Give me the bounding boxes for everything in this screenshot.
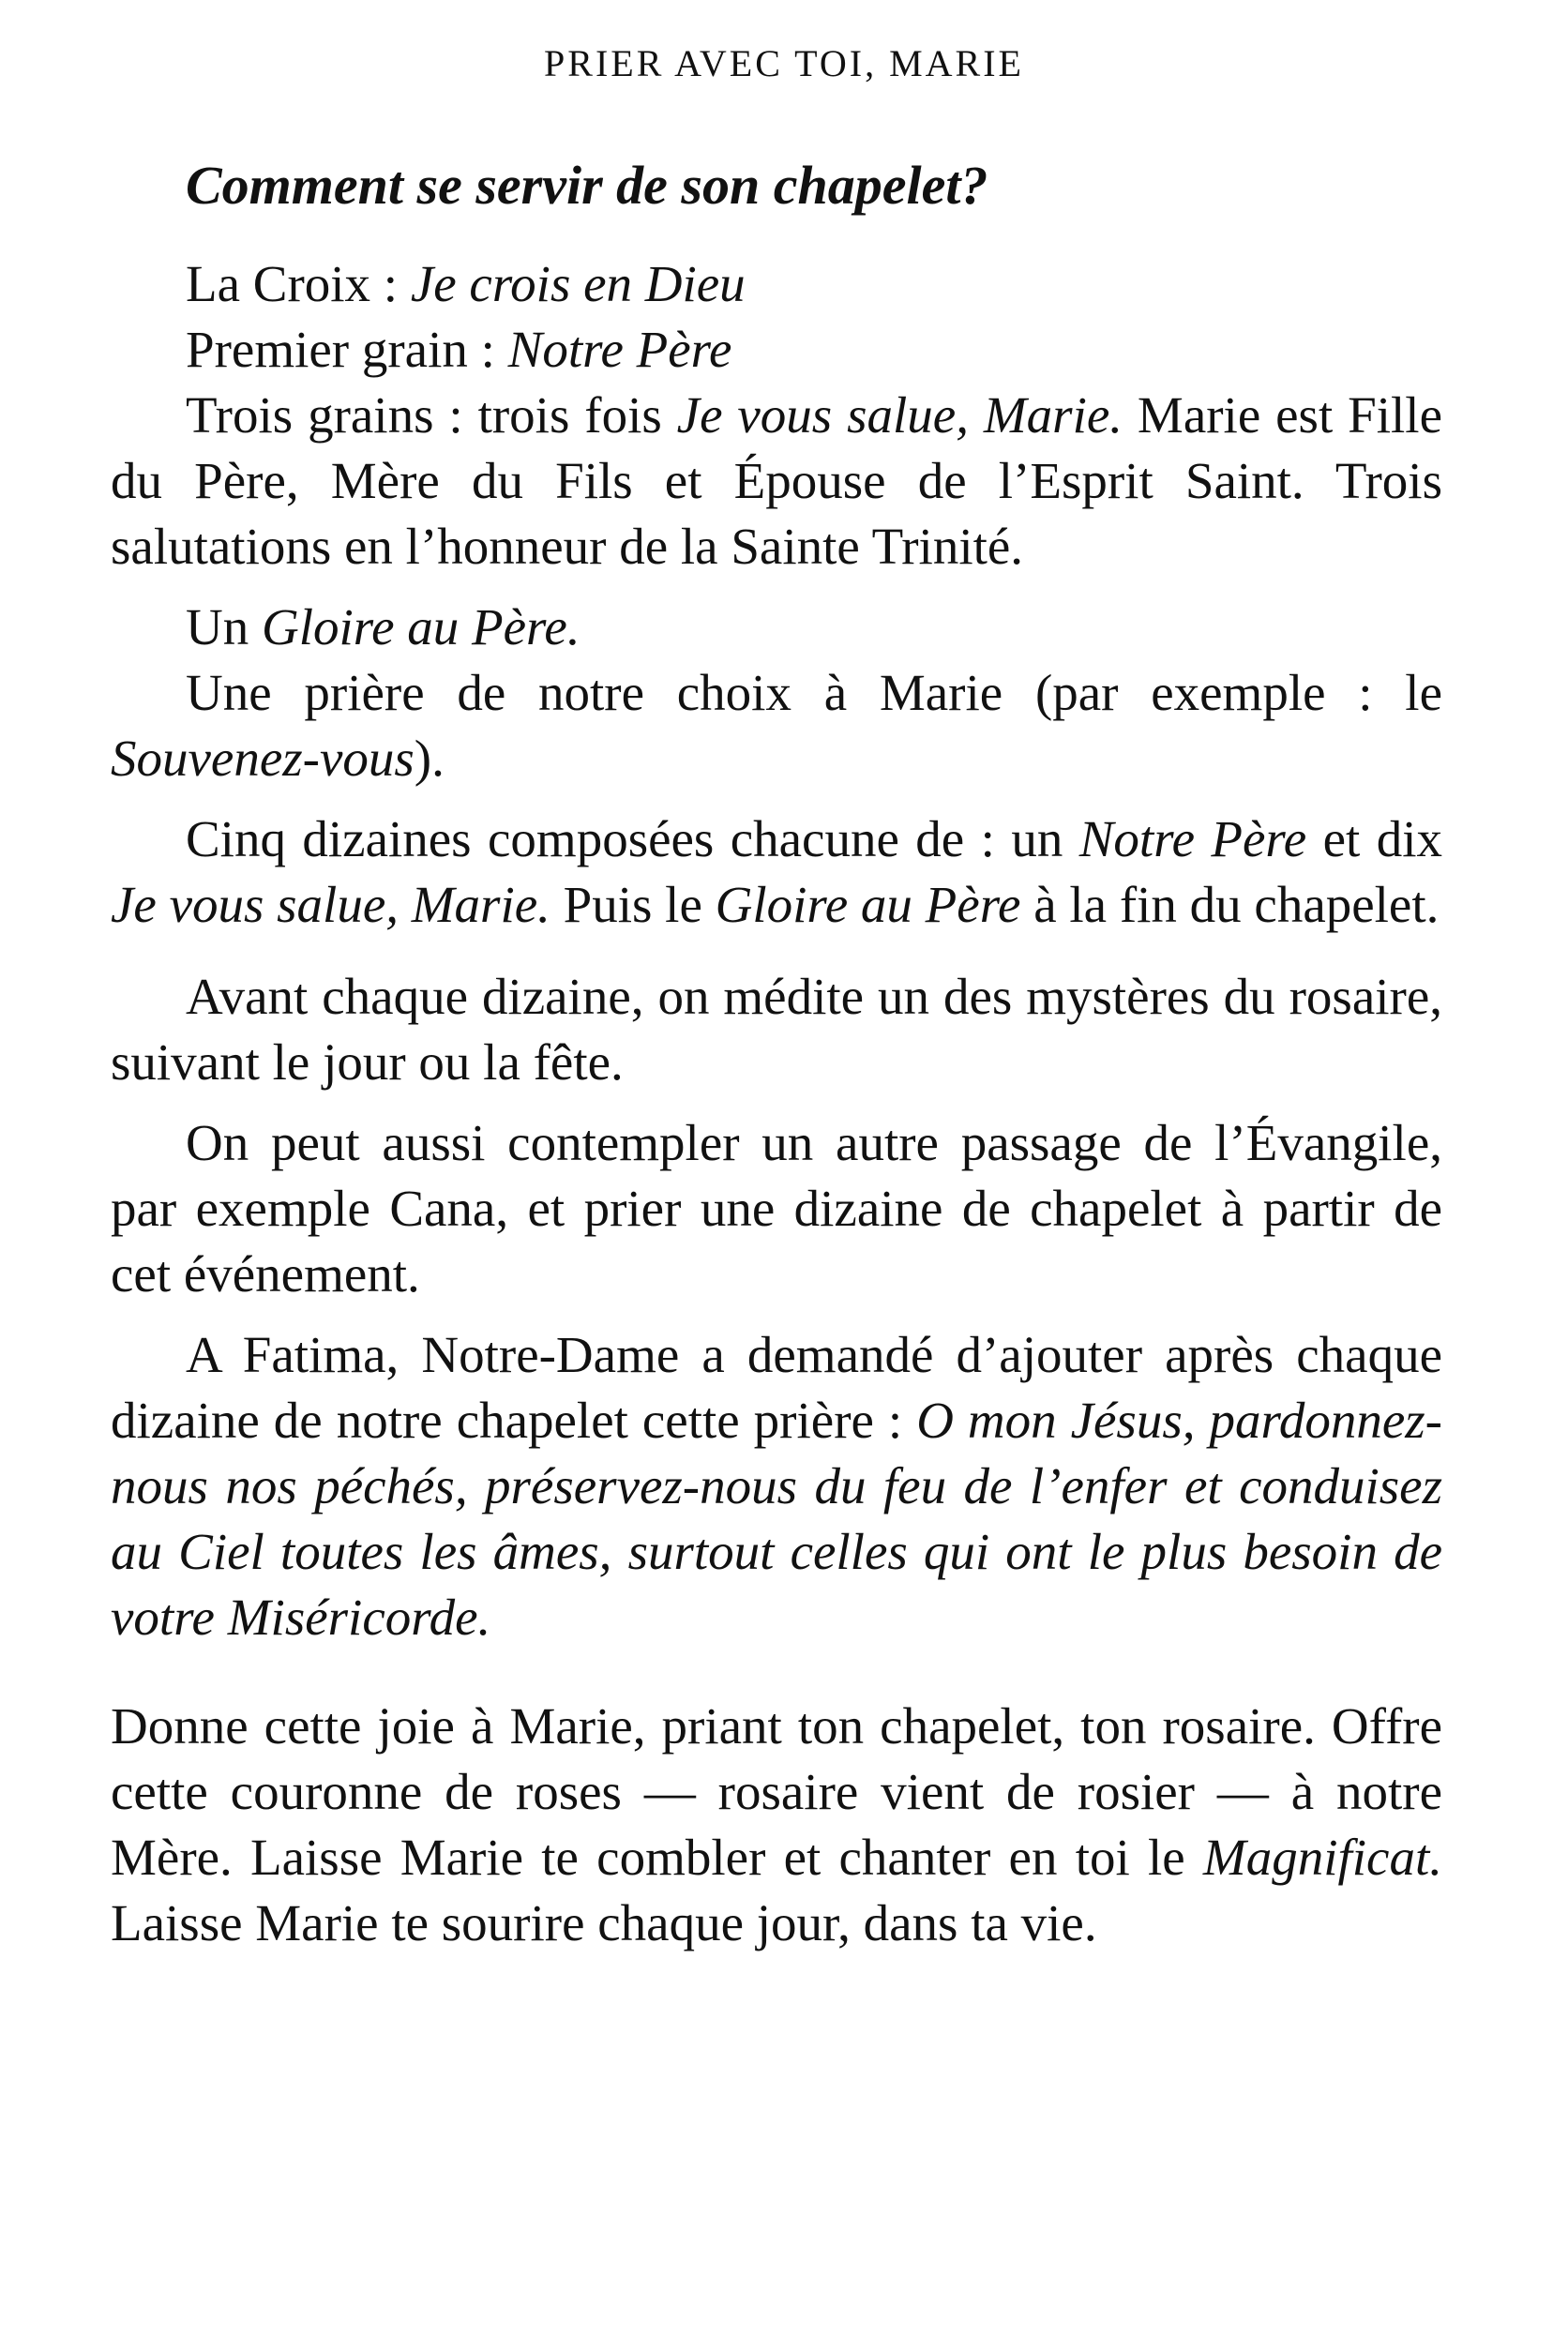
italic-run: O mon Jésus, pardonnez-nous nos péchés, préservez-nous du feu de l’enfer et conduisez au Ciel toutes les âmes, surtout celles qui ont le plus besoin de votre Miséricorde. — [111, 1392, 1442, 1646]
text-run: Une prière de notre choix à Marie (par exemple : le — [186, 664, 1442, 721]
running-head: PRIER AVEC TOI, MARIE — [544, 42, 1024, 84]
line-croix — [111, 251, 1442, 317]
section-title: Comment se servir de son chapelet? — [186, 155, 988, 216]
text-run: Trois grains : trois fois — [186, 386, 677, 444]
italic-run: Souvenez-vous — [111, 730, 415, 787]
paragraph-trois-grains — [111, 383, 1442, 580]
italic-run: Magnificat. — [1202, 1829, 1442, 1886]
text-run: et dix — [1306, 810, 1443, 867]
text-run: Marie est Fille du Père, Mère du Fils et Épouse de l’Esprit Saint. Trois salutations en l’honneur de la Sainte Trinité. — [111, 386, 1442, 575]
italic-run: Je vous salue, Marie. — [111, 876, 550, 933]
text-run: Laisse Marie te sourire chaque jour, dans ta vie. — [111, 1894, 1097, 1951]
text-run: à la fin du chapelet. — [1020, 876, 1440, 933]
paragraph-donne-joie — [111, 1694, 1442, 1956]
paragraph-on-peut: On peut aussi contempler un autre passage de l’Évangile, par exemple Cana, et prier une dizaine de chapelet à partir de cet événement. — [111, 1114, 1442, 1303]
text-run: Donne cette joie à Marie, priant ton chapelet, ton rosaire. Offre cette couronne de roses — rosaire vient de rosier — à notre Mère. Laisse Marie te combler et chanter en toi le — [111, 1697, 1442, 1886]
text-run: Cinq dizaines composées chacune de : un — [186, 810, 1079, 867]
line-croix-prayer: Je crois en Dieu — [410, 255, 746, 312]
paragraph-gloire — [111, 595, 1442, 660]
line-croix-label: La Croix : — [186, 255, 411, 312]
paragraph-cinq-dizaines — [111, 806, 1442, 938]
italic-run: Gloire au Père — [715, 876, 1021, 933]
paragraph-avant-dizaine: Avant chaque dizaine, on médite un des mystères du rosaire, suivant le jour ou la fête. — [111, 968, 1442, 1091]
text-run: Puis le — [550, 876, 716, 933]
text-run: A Fatima, Notre-Dame a demandé d’ajouter après chaque dizaine de notre chapelet cette prière : — [111, 1326, 1442, 1449]
paragraph-fatima — [111, 1322, 1442, 1650]
paragraph-priere-choix — [111, 660, 1442, 791]
italic-run: Gloire au Père. — [261, 598, 580, 655]
line-premier-grain — [111, 317, 1442, 383]
text-run: Un — [186, 598, 262, 655]
text-block — [111, 152, 1442, 2008]
line-premier-grain-prayer: Notre Père — [507, 321, 732, 378]
line-premier-grain-label: Premier grain : — [186, 321, 508, 378]
italic-run: Je vous salue, Marie. — [676, 386, 1123, 444]
italic-run: Notre Père — [1078, 810, 1307, 867]
text-run: ). — [414, 730, 445, 787]
